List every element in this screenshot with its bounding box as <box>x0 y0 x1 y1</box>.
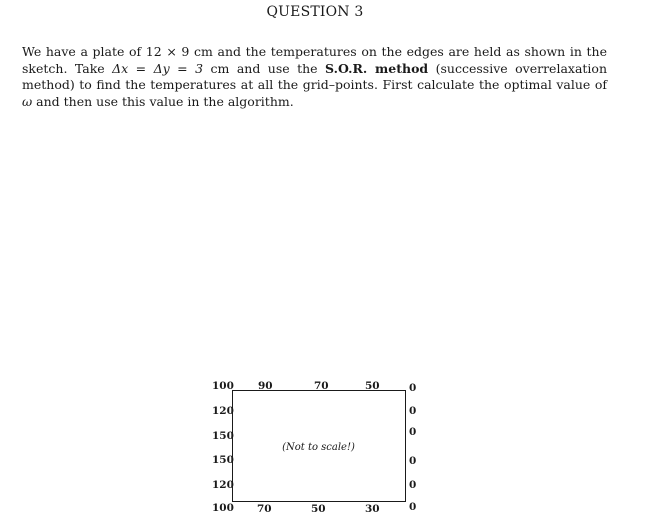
bottom-label-3: 30 <box>365 503 380 515</box>
question-title: QUESTION 3 <box>266 4 364 20</box>
problem-text-3: (successive overrelaxation method) to find the temperatures at all the grid–points. First calculate the optimal value of <box>22 60 607 92</box>
left-label-2: 150 <box>212 430 234 442</box>
left-label-1: 120 <box>212 405 234 417</box>
top-label-corner-left: 100 <box>212 380 234 392</box>
problem-text-4: and then use this value in the algorithm. <box>32 93 294 109</box>
top-label-1: 90 <box>258 380 273 392</box>
top-label-2: 70 <box>314 380 329 392</box>
not-to-scale-note: (Not to scale!) <box>282 442 355 453</box>
plate-rectangle <box>232 390 406 502</box>
bottom-label-2: 50 <box>311 503 326 515</box>
right-label-4: 0 <box>409 479 417 491</box>
right-label-2: 0 <box>409 426 417 438</box>
top-label-corner-right: 0 <box>409 382 417 394</box>
right-label-3: 0 <box>409 455 417 467</box>
right-label-1: 0 <box>409 405 417 417</box>
problem-text-1: We have a plate of 12 × 9 cm and the temperatures on the edges are held as shown in the sketch. Take <box>22 44 607 76</box>
omega-symbol: ω <box>22 93 33 109</box>
top-label-3: 50 <box>365 380 380 392</box>
bottom-label-1: 70 <box>257 503 272 515</box>
left-label-4: 120 <box>212 479 234 491</box>
method-name: S.O.R. method <box>325 60 429 76</box>
left-label-3: 150 <box>212 454 234 466</box>
bottom-label-corner-left: 100 <box>212 502 234 514</box>
grid-spacing-math: Δx = Δy = 3 <box>112 60 204 76</box>
problem-text-2: cm and use the <box>203 60 326 76</box>
bottom-label-corner-right: 0 <box>409 501 417 513</box>
